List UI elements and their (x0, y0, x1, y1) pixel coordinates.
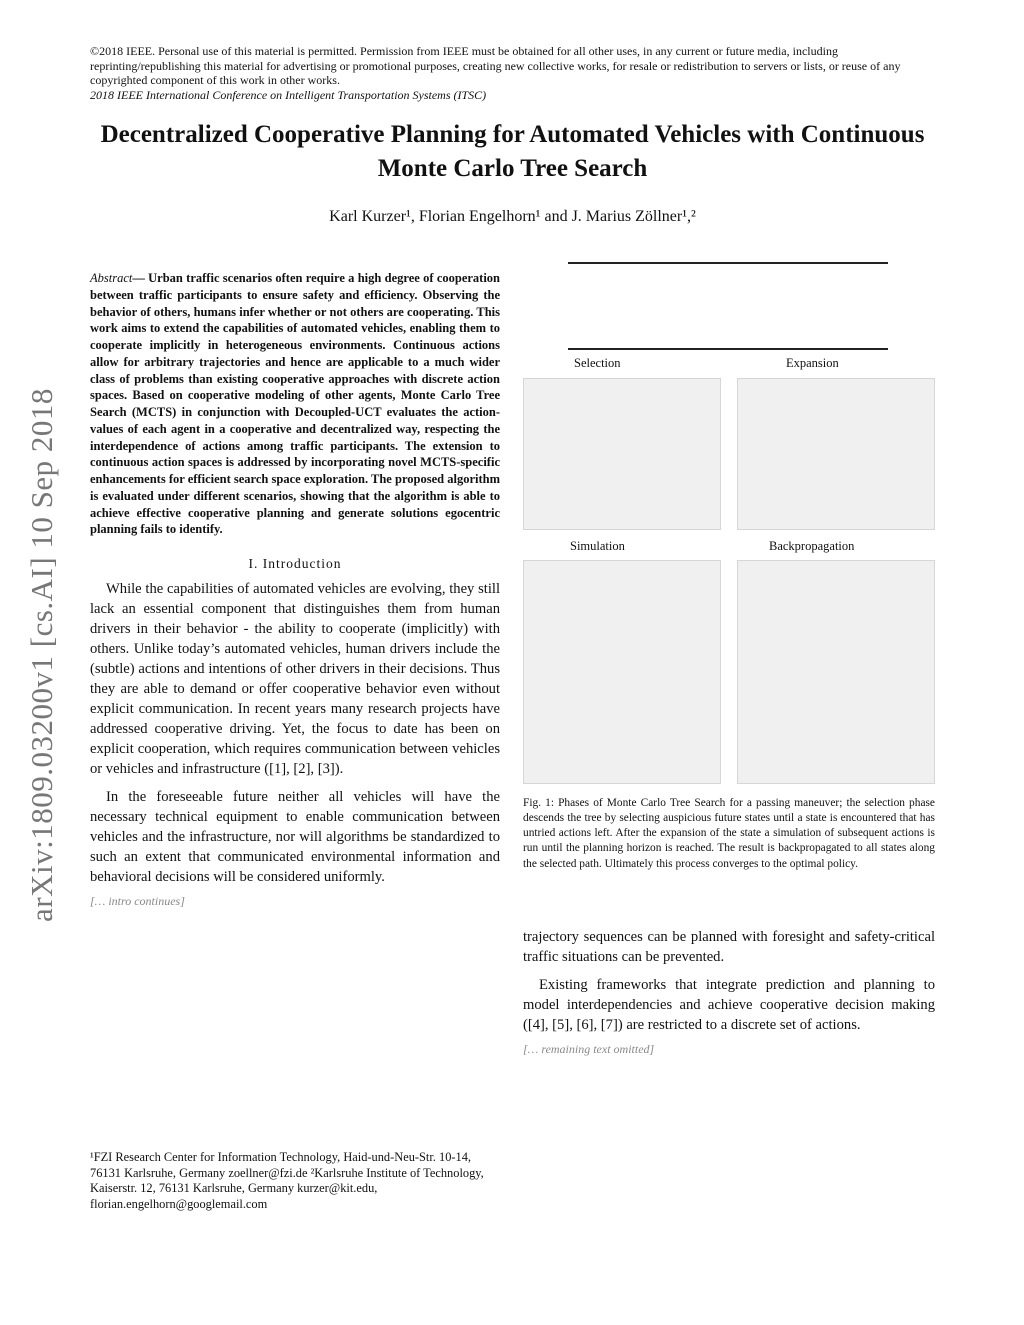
right-paragraph-1: trajectory sequences can be planned with foresight and safety-critical traffic situations can be prevented. (523, 929, 935, 965)
abstract-text: — Urban traffic scenarios often require a high degree of cooperation between traffic participants to ensure safety and efficiency. Observing the behavior of others, humans infer whether or not others are cooperating. This work aims to extend the capabilities of automated vehicles, enabling them to cooperate implicitly in heterogeneous environments. Continuous actions allow for arbitrary trajectories and hence are applicable to a much wider class of problems than existing cooperative approaches with discrete action spaces. Based on cooperative modeling of other agents, Monte Carlo Tree Search (MCTS) in conjunction with Decoupled-UCT evaluates the action-values of each agent in a cooperative and decentralized way, respecting the interdependence of actions among traffic participants. The extension to continuous action spaces is addressed by incorporating novel MCTS-specific enhancements for efficient search space exploration. The proposed algorithm is evaluated under different scenarios, showing that the algorithm is able to achieve effective cooperative planning and generate solutions egocentric planning fails to identify. (90, 271, 500, 537)
figure-label-selection: Selection (574, 356, 621, 370)
mcts-figure (523, 262, 935, 782)
copyright-notice (90, 44, 935, 103)
truncation-note-right: [… remaining text omitted] (523, 1041, 655, 1056)
figure-label-simulation: Simulation (570, 539, 625, 553)
selection-tree-placeholder (523, 378, 721, 530)
passing-maneuver-illustration (568, 262, 888, 350)
arxiv-side-stamp (22, 330, 62, 980)
simulation-tree-placeholder (523, 560, 721, 784)
abstract-label: Abstract (90, 271, 133, 285)
truncation-note: [… intro continues] (90, 893, 185, 908)
conference-line: 2018 IEEE International Conference on Intelligent Transportation Systems (ITSC) (90, 87, 487, 102)
abstract (90, 270, 500, 538)
affiliation-footnote: ¹FZI Research Center for Information Technology, Haid-und-Neu-Str. 10-14, 76131 Karlsruhe, Germany zoellner@fzi.de ²Karlsruhe Institute of Technology, Kaiserstr. 12, 76131 Karlsruhe, Germany kurzer@kit.edu, florian.engelhorn@googlemail.com (90, 1150, 484, 1211)
figure-caption: Fig. 1: Phases of Monte Carlo Tree Search for a passing maneuver; the selection phase descends the tree by selecting auspicious future states until a state is encountered that has untried actions left. After the expansion of the state a simulation of subsequent actions is run until the planning horizon is reached. The result is backpropagated to all states along the selected path. Ultimately this process converges to the optimal policy. (523, 797, 935, 870)
notice-text: ©2018 IEEE. Personal use of this material is permitted. Permission from IEEE must be obtained for all other uses, in any current or future media, including reprinting/republishing this material for advertising or promotional purposes, creating new collective works, for resale or redistribution to servers or lists, or reuse of any copyrighted component of this work in other works. (90, 44, 901, 88)
arxiv-stamp-text: arXiv:1809.03200v1 [cs.AI] 10 Sep 2018 (24, 388, 59, 922)
figure-label-expansion: Expansion (786, 356, 839, 370)
backpropagation-tree-placeholder (737, 560, 935, 784)
intro-paragraph-1: While the capabilities of automated vehicles are evolving, they still lack an essential component that distinguishes them from human drivers in their behavior - the ability to cooperate (implicitly) with others. Unlike today’s automated vehicles, human drivers include the (subtle) actions and intentions of other drivers in their decisions. Thus they are able to demand or offer cooperative behavior even without explicit communication. In recent years many research projects have addressed cooperative driving. Yet, the focus to date has been on explicit cooperation, which requires communication between vehicles or vehicles and infrastructure ([1], [2], [3]). (90, 581, 500, 777)
paper-title: Decentralized Cooperative Planning for Automated Vehicles with Continuous Monte Carlo Tree Search (100, 121, 925, 182)
left-column (90, 270, 500, 909)
section-heading: I. Introduction (248, 556, 342, 571)
author-line: Karl Kurzer¹, Florian Engelhorn¹ and J. Marius Zöllner¹,² (329, 208, 696, 225)
intro-paragraph-2: In the foreseeable future neither all vehicles will have the necessary technical equipment to enable communication between vehicles and the infrastructure, nor will algorithms be standardized to such an extent that communicated environmental information and behavioral decisions will be considered uniformly. (90, 788, 500, 885)
expansion-tree-placeholder (737, 378, 935, 530)
figure-label-backpropagation: Backpropagation (769, 539, 855, 553)
right-column (523, 928, 935, 1057)
right-paragraph-2: Existing frameworks that integrate prediction and planning to model interdependencies and achieve cooperative decision making ([4], [5], [6], [7]) are restricted to a discrete set of actions. (523, 976, 935, 1033)
